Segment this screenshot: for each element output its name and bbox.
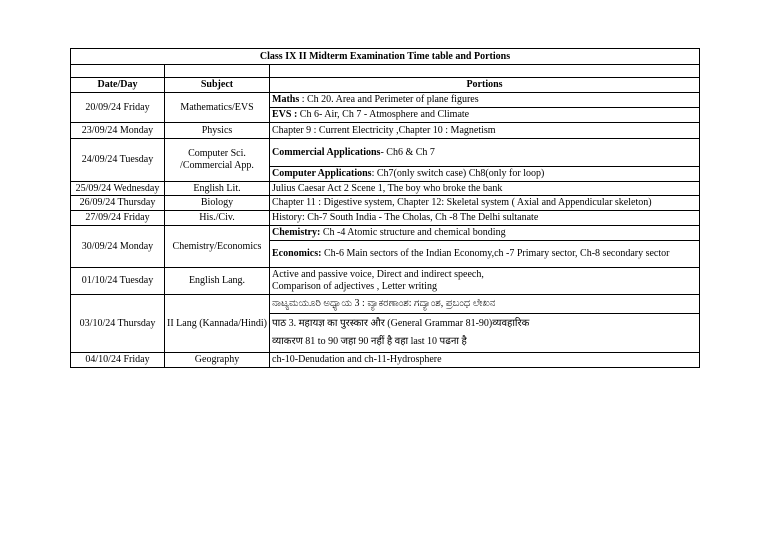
- timetable: [70, 48, 700, 368]
- subject-cell: English Lang.: [165, 268, 270, 295]
- date-cell: 04/10/24 Friday: [71, 353, 165, 368]
- portion-cell: Chapter 11 : Digestive system, Chapter 12: Skeletal system ( Axial and Appendicular skeleton): [270, 196, 700, 211]
- header-row: [71, 78, 700, 93]
- portion-cell: पाठ 3. महायज्ञ का पुरस्कार और (General Grammar 81-90)व्यवहारिक व्याकरण 81 to 90 जहा 90 नहीं है वहा last 10 पढना है: [270, 314, 700, 353]
- table-row: [71, 268, 700, 295]
- table-row: [71, 196, 700, 211]
- date-cell: 01/10/24 Tuesday: [71, 268, 165, 295]
- date-cell: 23/09/24 Monday: [71, 123, 165, 139]
- table-row: [71, 295, 700, 314]
- portion-cell: Maths : Ch 20. Area and Perimeter of plane figures: [270, 93, 700, 108]
- portion-cell: Economics: Ch-6 Main sectors of the Indian Economy,ch -7 Primary sector, Ch-8 secondary sector: [270, 241, 700, 268]
- date-cell: 25/09/24 Wednesday: [71, 182, 165, 196]
- subject-cell: Biology: [165, 196, 270, 211]
- date-cell: 24/09/24 Tuesday: [71, 139, 165, 182]
- portion-cell: ch-10-Denudation and ch-11-Hydrosphere: [270, 353, 700, 368]
- header-subject: Subject: [165, 78, 270, 93]
- table-row: [71, 226, 700, 241]
- subject-cell: His./Civ.: [165, 211, 270, 226]
- subject-cell: II Lang (Kannada/Hindi): [165, 295, 270, 353]
- date-cell: 30/09/24 Monday: [71, 226, 165, 268]
- table-row: [71, 182, 700, 196]
- portion-cell: EVS : Ch 6- Air, Ch 7 - Atmosphere and Climate: [270, 108, 700, 123]
- page-title: Class IX II Midterm Examination Time table and Portions: [71, 49, 700, 65]
- header-date: Date/Day: [71, 78, 165, 93]
- subject-cell: English Lit.: [165, 182, 270, 196]
- portion-cell: Active and passive voice, Direct and indirect speech, Comparison of adjectives , Letter writing: [270, 268, 700, 295]
- table-row: [71, 211, 700, 226]
- subject-cell: Chemistry/Economics: [165, 226, 270, 268]
- portion-cell: Chemistry: Ch -4 Atomic structure and chemical bonding: [270, 226, 700, 241]
- table-row: [71, 353, 700, 368]
- portion-cell: Chapter 9 : Current Electricity ,Chapter 10 : Magnetism: [270, 123, 700, 139]
- portion-cell: ನಾಟ್ಯಮಯೂರಿ ಅಧ್ಯಾಯ 3 : ವ್ಯಾಕರಣಾಂಶ: ಗದ್ಯಾಂಶ, ಪ್ರಬಂಧ ಲೇಖನ: [270, 295, 700, 314]
- table-row: [71, 139, 700, 167]
- date-cell: 26/09/24 Thursday: [71, 196, 165, 211]
- table-row: [71, 93, 700, 108]
- portion-cell: History: Ch-7 South India - The Cholas, Ch -8 The Delhi sultanate: [270, 211, 700, 226]
- portion-cell: Julius Caesar Act 2 Scene 1, The boy who broke the bank: [270, 182, 700, 196]
- blank-row: [71, 65, 700, 78]
- date-cell: 03/10/24 Thursday: [71, 295, 165, 353]
- date-cell: 20/09/24 Friday: [71, 93, 165, 123]
- portion-cell: Computer Applications: Ch7(only switch case) Ch8(only for loop): [270, 167, 700, 182]
- table-row: [71, 123, 700, 139]
- subject-cell: Physics: [165, 123, 270, 139]
- date-cell: 27/09/24 Friday: [71, 211, 165, 226]
- subject-cell: Computer Sci. /Commercial App.: [165, 139, 270, 182]
- header-portions: Portions: [270, 78, 700, 93]
- subject-cell: Mathematics/EVS: [165, 93, 270, 123]
- subject-cell: Geography: [165, 353, 270, 368]
- portion-cell: Commercial Applications- Ch6 & Ch 7: [270, 139, 700, 167]
